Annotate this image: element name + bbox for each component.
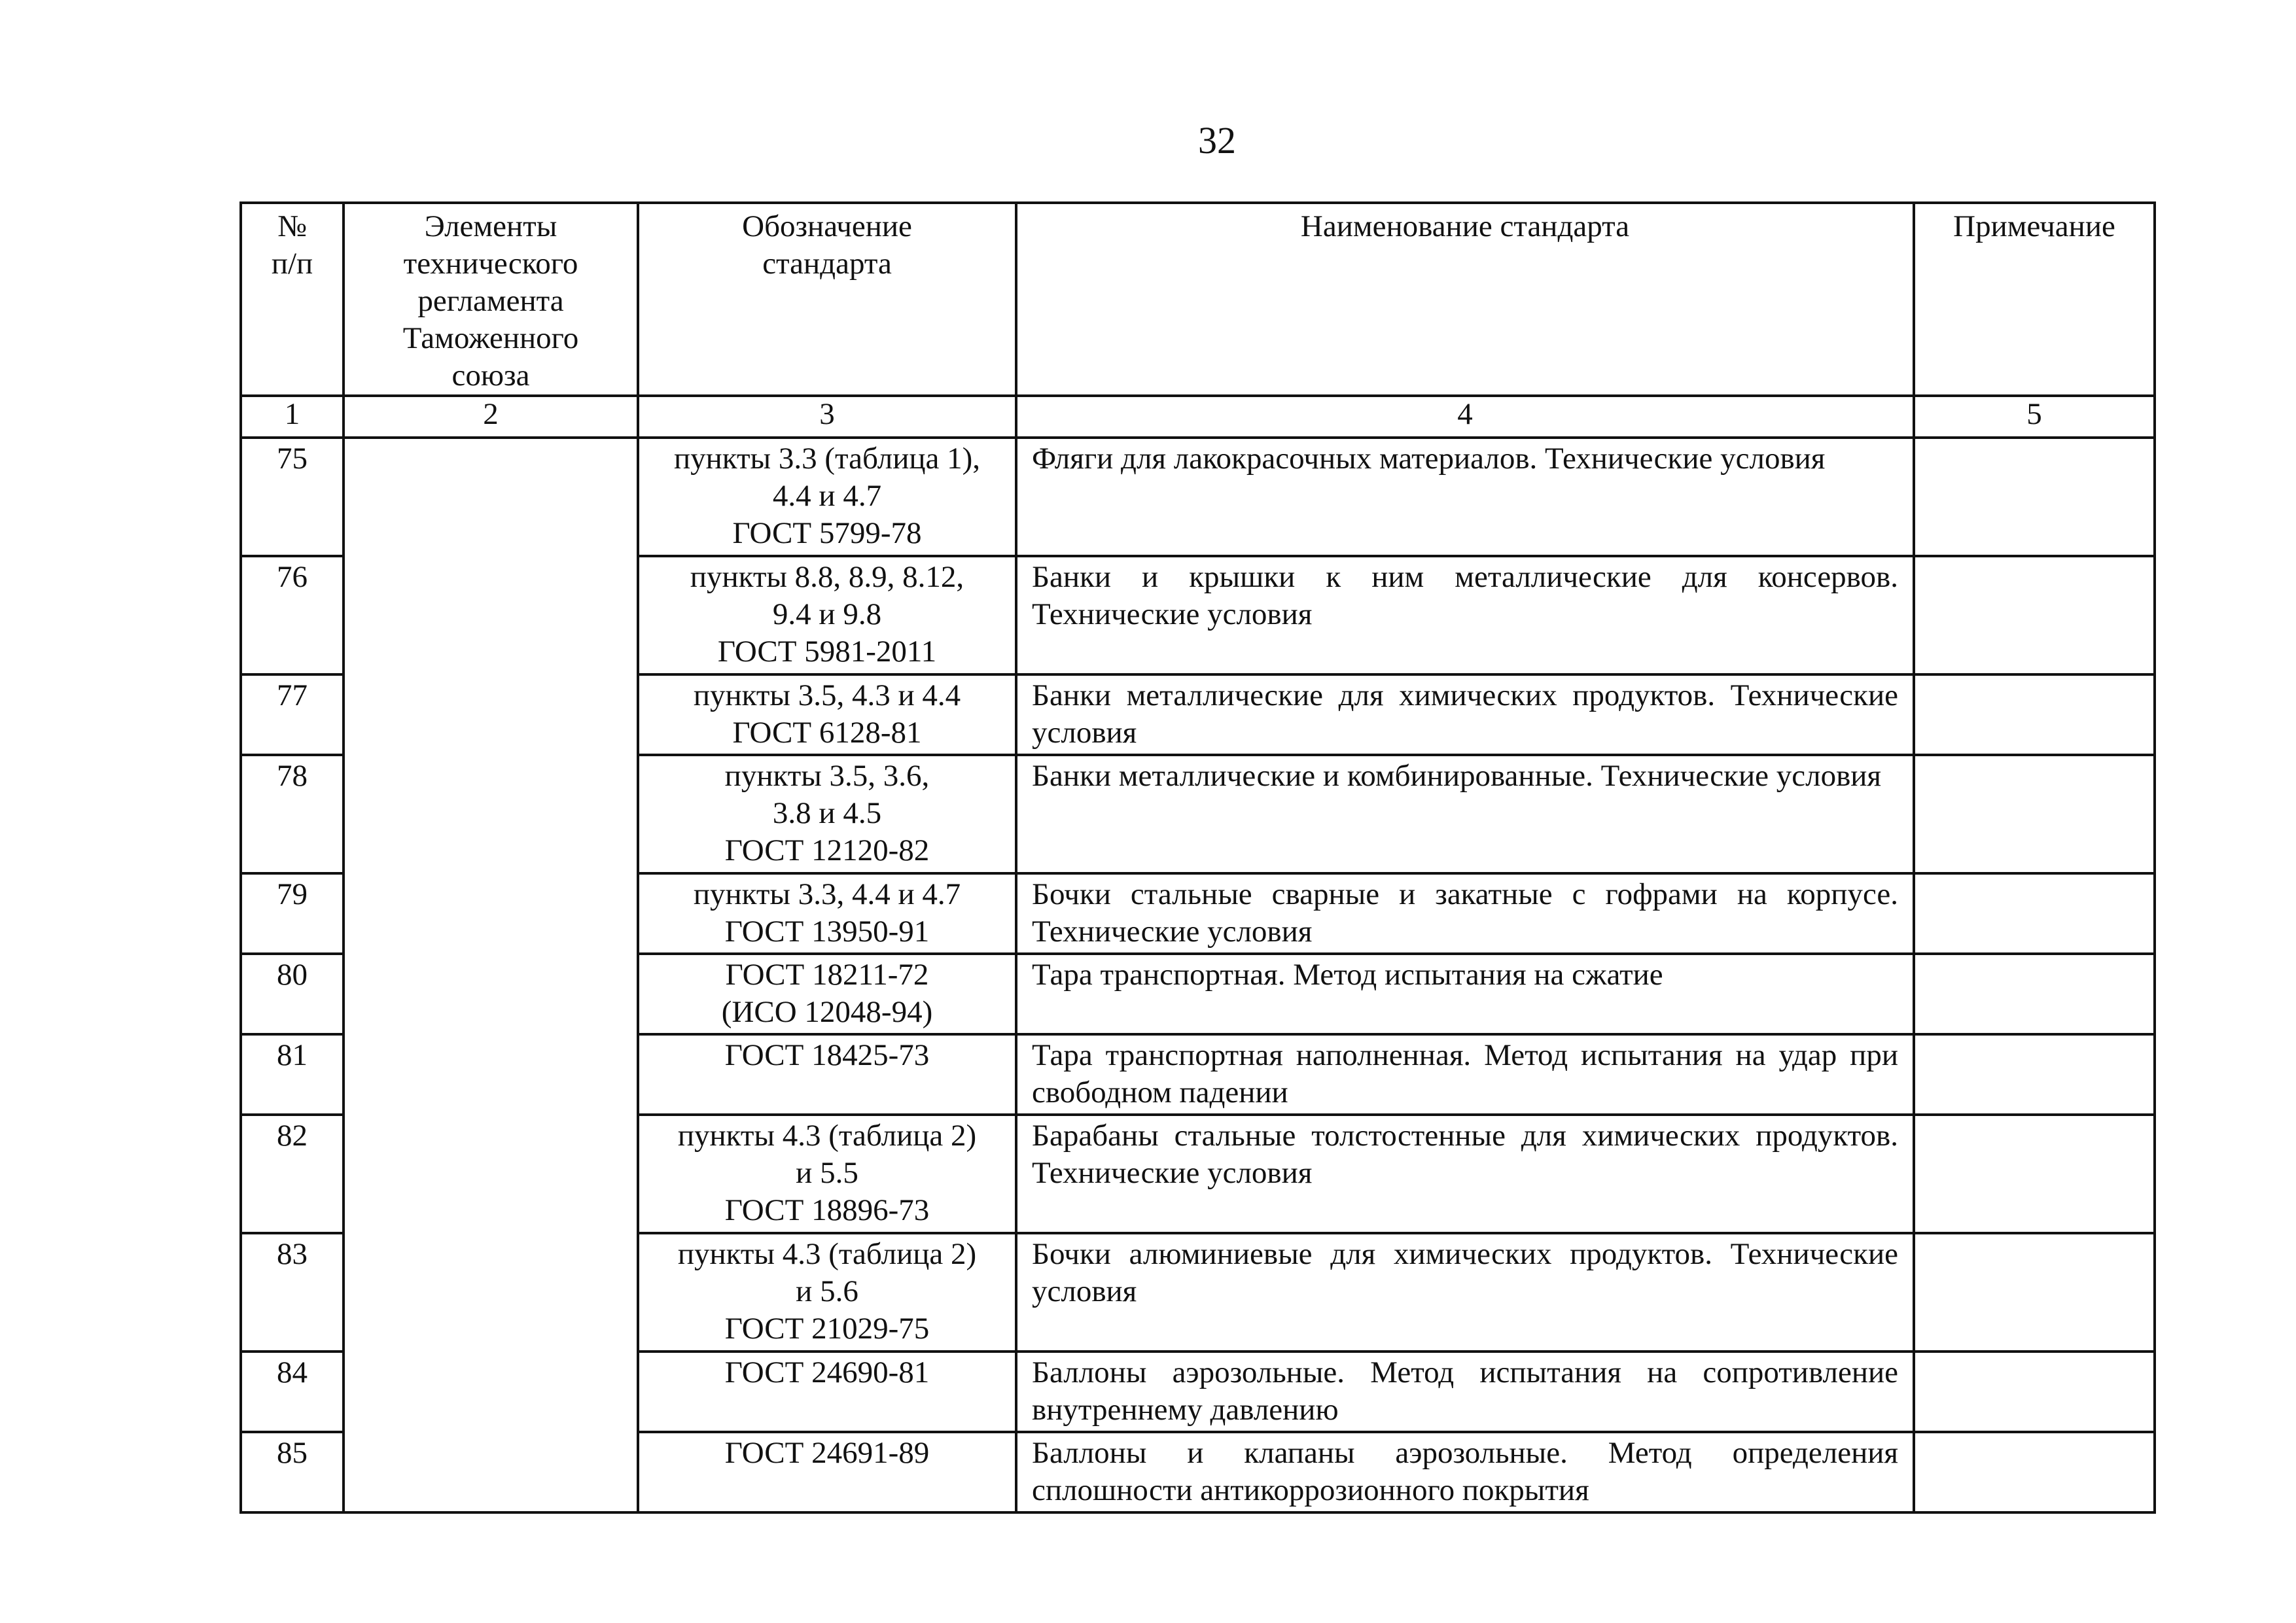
header-standard-name: Наименование стандарта [1016,203,1914,396]
row-number: 78 [241,755,344,873]
standard-designation: пункты 4.3 (таблица 2) и 5.5 ГОСТ 18896-73 [638,1115,1016,1233]
row-number: 79 [241,873,344,954]
header-designation: Обозначение стандарта [638,203,1016,396]
standard-name: Баллоны аэрозольные. Метод испытания на сопротивление внутреннему давлению [1016,1352,1914,1432]
standard-name: Банки металлические для химических продуктов. Технические условия [1016,674,1914,755]
standard-designation: пункты 3.3 (таблица 1), 4.4 и 4.7 ГОСТ 5799-78 [638,438,1016,556]
page-number: 32 [1198,119,1236,162]
standard-designation: пункты 3.3, 4.4 и 4.7 ГОСТ 13950-91 [638,873,1016,954]
note-cell [1914,1034,2155,1115]
header-elements: Элементы технического регламента Таможенного союза [344,203,638,396]
note-cell [1914,873,2155,954]
standard-designation: пункты 3.5, 4.3 и 4.4 ГОСТ 6128-81 [638,674,1016,755]
note-cell [1914,954,2155,1034]
standards-table [239,201,2156,1514]
column-number: 4 [1016,396,1914,438]
standard-name: Тара транспортная наполненная. Метод испытания на удар при свободном падении [1016,1034,1914,1115]
row-number: 77 [241,674,344,755]
elements-cell [344,438,638,1512]
column-number: 2 [344,396,638,438]
standard-name: Баллоны и клапаны аэрозольные. Метод определения сплошности антикоррозионного покрытия [1016,1432,1914,1512]
standard-designation: пункты 8.8, 8.9, 8.12, 9.4 и 9.8 ГОСТ 5981-2011 [638,556,1016,674]
note-cell [1914,438,2155,556]
note-cell [1914,755,2155,873]
standard-name: Барабаны стальные толстостенные для химических продуктов. Технические условия [1016,1115,1914,1233]
column-number: 1 [241,396,344,438]
standard-designation: ГОСТ 18425-73 [638,1034,1016,1115]
row-number: 83 [241,1233,344,1352]
row-number: 84 [241,1352,344,1432]
standard-name: Тара транспортная. Метод испытания на сжатие [1016,954,1914,1034]
row-number: 75 [241,438,344,556]
header-num: № п/п [241,203,344,396]
header-note: Примечание [1914,203,2155,396]
row-number: 76 [241,556,344,674]
standard-name: Банки металлические и комбинированные. Технические условия [1016,755,1914,873]
standard-designation: пункты 4.3 (таблица 2) и 5.6 ГОСТ 21029-75 [638,1233,1016,1352]
note-cell [1914,1115,2155,1233]
header-row [241,203,2155,396]
column-number: 5 [1914,396,2155,438]
row-number: 80 [241,954,344,1034]
standard-designation: ГОСТ 24690-81 [638,1352,1016,1432]
row-number: 82 [241,1115,344,1233]
table-row [241,438,2155,556]
note-cell [1914,674,2155,755]
row-number: 85 [241,1432,344,1512]
column-number: 3 [638,396,1016,438]
column-number-row [241,396,2155,438]
note-cell [1914,556,2155,674]
standard-designation: ГОСТ 18211-72 (ИСО 12048-94) [638,954,1016,1034]
standard-name: Банки и крышки к ним металлические для консервов. Технические условия [1016,556,1914,674]
note-cell [1914,1432,2155,1512]
row-number: 81 [241,1034,344,1115]
note-cell [1914,1352,2155,1432]
standard-name: Фляги для лакокрасочных материалов. Технические условия [1016,438,1914,556]
standard-name: Бочки алюминиевые для химических продуктов. Технические условия [1016,1233,1914,1352]
standard-designation: ГОСТ 24691-89 [638,1432,1016,1512]
standard-name: Бочки стальные сварные и закатные с гофрами на корпусе. Технические условия [1016,873,1914,954]
standard-designation: пункты 3.5, 3.6, 3.8 и 4.5 ГОСТ 12120-82 [638,755,1016,873]
note-cell [1914,1233,2155,1352]
